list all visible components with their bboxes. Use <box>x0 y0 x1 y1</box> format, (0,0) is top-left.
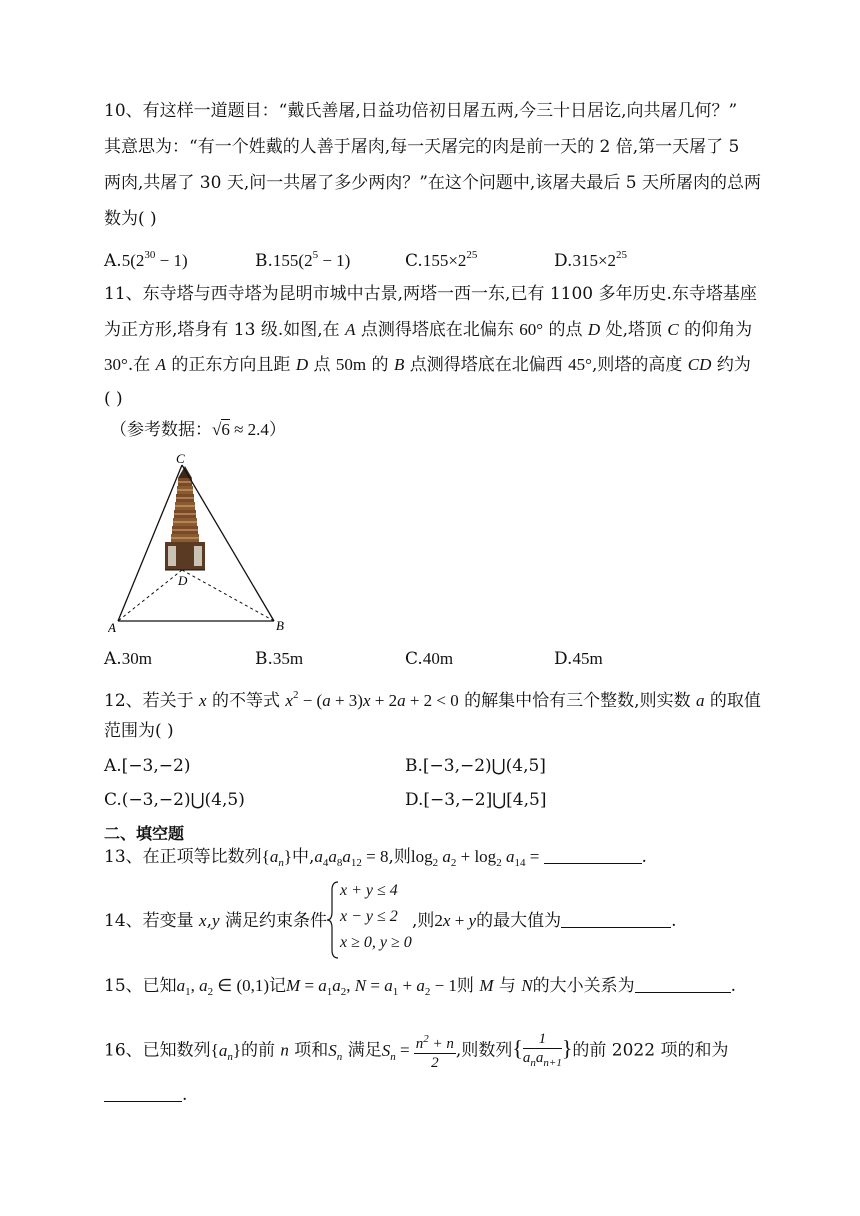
label-d: D <box>178 573 188 588</box>
q11-line1: 11、东寺塔与西寺塔为昆明市城中古景,两塔一西一东,已有 1100 多年历史.东寺塔基座 <box>104 284 757 304</box>
q14-answer-blank[interactable] <box>561 909 671 928</box>
tower-figure <box>108 450 298 635</box>
q12-option-a[interactable]: A.[−3,−2) <box>104 756 191 776</box>
section-fill-in-blank: 二、填空题 <box>104 824 185 843</box>
q14-line-end: ,则2x + y的最大值为 . <box>412 911 677 931</box>
q11-reference-data: （参考数据：√6 ≈ 2.4） <box>110 420 286 440</box>
q10-line1: 10、有这样一道题目：“戴氏善屠,日益功倍初日屠五两,今三十日居讫,向共屠几何？” <box>104 101 738 121</box>
q15-answer-blank[interactable] <box>635 974 731 993</box>
label-b: B <box>276 618 284 633</box>
option-b-label: B. <box>255 251 273 271</box>
q16-answer-blank[interactable] <box>104 1083 182 1102</box>
q12-option-b[interactable]: B.[−3,−2)⋃(4,5] <box>405 756 546 776</box>
q12-option-c[interactable]: C.(−3,−2)⋃(4,5) <box>104 790 245 810</box>
q12-option-d[interactable]: D.[−3,−2]⋃[4,5] <box>405 790 547 810</box>
label-c: C <box>176 451 185 466</box>
q12-line1: 12、若关于 x 的不等式 $x^2 - (a + 3)x + 2a + 2 < 0$ 的解集中恰有三个整数,则实数 a 的取值 <box>104 689 761 711</box>
q16-line: 16、已知数列$\{a_n\}$的前 n 项和$S_n$ 满足$S_n$ = $\frac{n^2 + n}{2}$ ,则数列{ $\frac{1}{a_na_{n+1}}$ }的前 2022 项的和为 <box>104 1031 729 1071</box>
q12-line2: 范围为( ) <box>104 721 174 741</box>
q10-line3: 两肉,共屠了 30 天,问一共屠了多少两肉？”在这个问题中,该屠夫最后 5 天所屠肉的总两 <box>104 173 761 193</box>
q11-line4: ( ) <box>104 389 123 409</box>
q11-option-b[interactable]: B.35m <box>255 649 304 669</box>
q10-option-c[interactable]: $C.155\times 2^{25}$ <box>405 249 478 271</box>
q11-line2: 为正方形,塔身有 13 级.如图,在 A 点测得塔底在北偏东 60° 的点 D 处,塔顶 C 的仰角为 <box>104 320 753 340</box>
option-d-label: D. <box>554 251 573 271</box>
q14-constraint-system: x + y ≤ 4 x − y ≤ 2 x ≥ 0, y ≥ 0 <box>326 880 416 960</box>
q13-line: 13、在正项等比数列$\{a_n\}$中$,a_4a_8a_{12} = 8$,则$\log_2 a_2 + \log_2 a_{14}$ = . <box>104 847 647 869</box>
option-a-label: A. <box>104 251 122 271</box>
q14-line-start: 14、若变量 x,y 满足约束条件 <box>104 911 327 931</box>
q10-option-b[interactable]: $B.155(2^5 - 1)$ <box>255 249 351 271</box>
q11-option-d[interactable]: D.45m <box>554 649 603 669</box>
pagoda-image <box>165 466 205 570</box>
q10-option-a[interactable]: $A.5(2^{30} - 1)$ <box>104 249 188 271</box>
q10-line2: 其意思为：“有一个姓戴的人善于屠肉,每一天屠完的肉是前一天的 2 倍,第一天屠了 5 <box>104 137 740 157</box>
q11-option-c[interactable]: C.40m <box>405 649 454 669</box>
q15-line: 15、已知$a_1$, $a_2$ ∈ (0,1)记$M = a_1a_2$, $N = a_1 + a_2 - 1$则 M 与 N的大小关系为 . <box>104 976 737 998</box>
q11-line3: 30°.在 A 的正东方向且距 D 点 50m 的 B 点测得塔底在北偏西 45°,则塔的高度 CD 约为 <box>104 355 751 375</box>
q10-option-d[interactable]: $D.315\times 2^{25}$ <box>554 249 628 271</box>
q16-line2: . <box>104 1083 187 1107</box>
q10-line4: 数为( ) <box>104 209 157 229</box>
q11-option-a[interactable]: A.30m <box>104 649 152 669</box>
option-c-label: C. <box>405 251 423 271</box>
q13-answer-blank[interactable] <box>544 845 642 864</box>
brace-icon <box>326 880 340 960</box>
label-a: A <box>108 620 116 635</box>
